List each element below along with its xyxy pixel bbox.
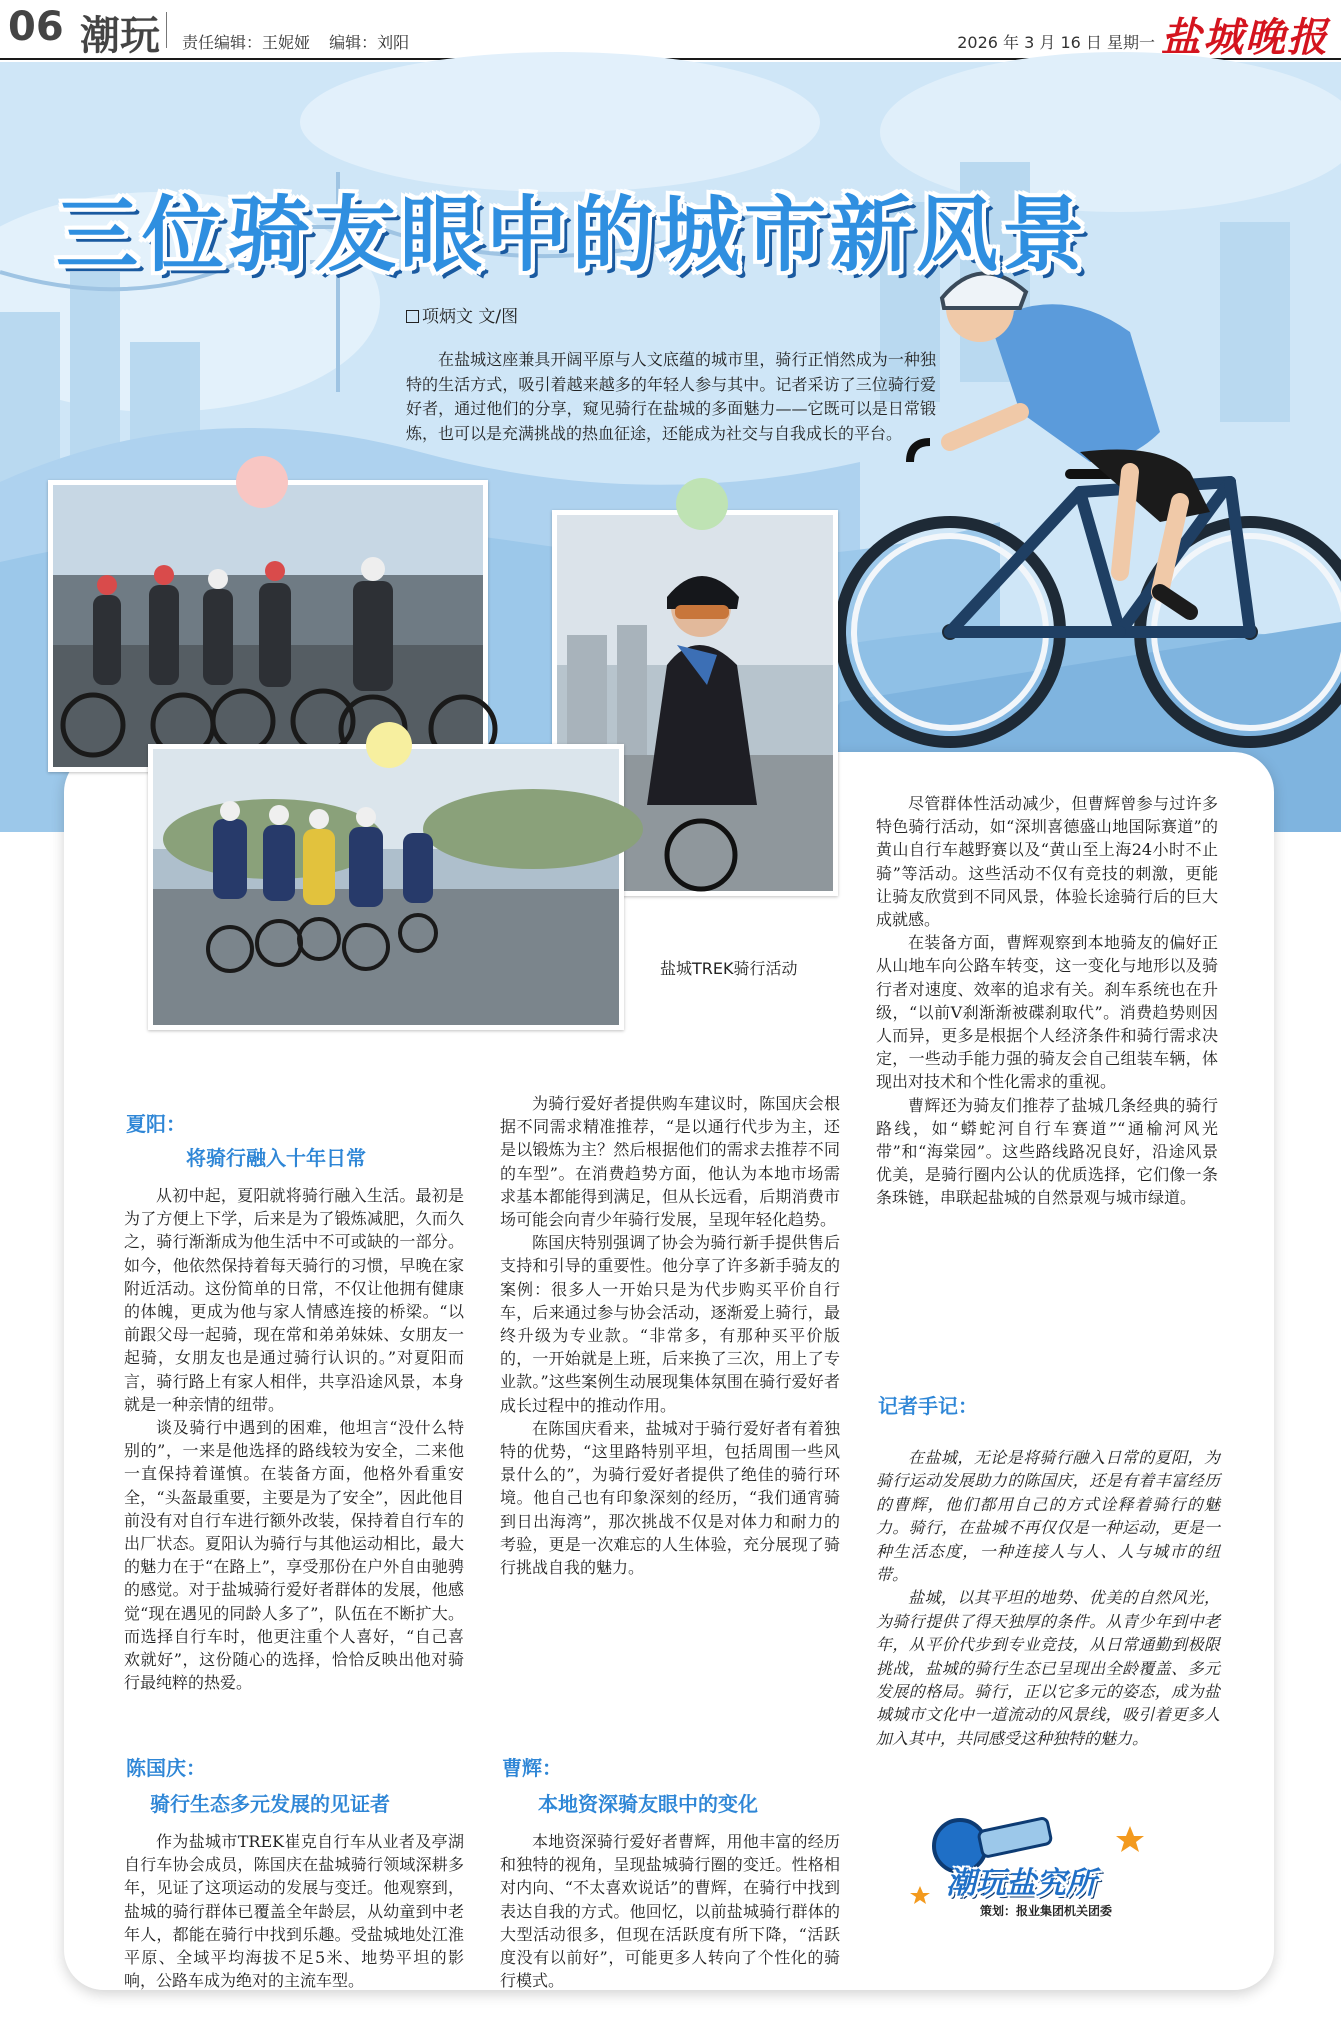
editor: 编辑：刘阳 [329, 33, 410, 52]
byline-box-icon [406, 310, 419, 323]
section-chenguoqing-name: 陈国庆： [126, 1756, 206, 1780]
article-intro: 在盐城这座兼具开阔平原与人文底蕴的城市里，骑行正悄然成为一种独特的生活方式，吸引着越来越多的年轻人参与其中。记者采访了三位骑行爱好者，通过他们的分享，窥见骑行在盐城的多面魅力——它既可以是日常锻炼，也可以是充满挑战的热血征途，还能成为社交与自我成长的平台。 [406, 350, 936, 443]
page-header [0, 0, 1341, 60]
reporter-note-heading: 记者手记： [878, 1394, 978, 1418]
paragraph: 在装备方面，曹辉观察到本地骑友的偏好正从山地车向公路车转变，这一变化与地形以及骑行者对速度、效率的追求有关。刹车系统也在升级，“以前V刹渐渐被碟刹取代”。消费趋势则因人而异，更多是根据个人经济条件和骑行需求决定，一些动手能力强的骑友会自己组装车辆，体现出对技术和个性化需求的重视。 [876, 933, 1218, 1092]
paragraph: 在盐城，无论是将骑行融入日常的夏阳，为骑行运动发展助力的陈国庆，还是有着丰富经历的曹辉，他们都用自己的方式诠释着骑行的魅力。骑行，在盐城不再仅仅是一种运动，更是一种生活态度，一种连接人与人、人与城市的纽带。 [876, 1448, 1220, 1585]
paragraph: 作为盐城市TREK崔克自行车从业者及亭湖自行车协会成员，陈国庆在盐城骑行领域深耕多年，见证了这项运动的发展与变迁。他观察到，盐城的骑行群体已覆盖全年龄层，从幼童到中老年人，都能在骑行中找到乐趣。受盐城地处江淮平原、全域平均海拔不足5米、地势平坦的影响，公路车成为绝对的主流车型。 [124, 1832, 464, 1991]
reporter-note-body [876, 1446, 1220, 1750]
page-number: 06 [8, 4, 64, 50]
byline [406, 302, 518, 327]
paragraph: 为骑行爱好者提供购车建议时，陈国庆会根据不同需求精准推荐，“是以通行代步为主，还是以锻炼为主？然后根据他们的需求去推荐不同的车型”。在消费趋势方面，他认为本地市场需求基本都能得到满足，但从长远看，后期消费市场可能会向青少年骑行发展，呈现年轻化趋势。 [500, 1094, 840, 1230]
section-xiayang-name: 夏阳： [126, 1112, 186, 1136]
paragraph: 谈及骑行中遇到的困难，他坦言“没什么特别的”，一来是他选择的路线较为安全，二来他一直保持着谨慎。在装备方面，他格外看重安全，“头盔最重要，主要是为了安全”，因此他目前没有对自行车进行额外改装，保持着自行车的出厂状态。夏阳认为骑行与其他运动相比，最大的魅力在于“在路上”，享受那份在户外自由驰骋的感觉。对于盐城骑行爱好者群体的发展，他感觉“现在遇见的同龄人多了”，队伍在不断扩大。而选择自行车时，他更注重个人喜好，“自己喜欢就好”，这份随心的选择，恰恰反映出他对骑行最纯粹的热爱。 [124, 1418, 464, 1693]
section-xiayang-title: 将骑行融入十年日常 [186, 1146, 366, 1170]
section-caohui-body [876, 792, 1218, 1210]
photo-peloton [153, 749, 619, 1025]
section-caohui-body-start [500, 1830, 840, 1991]
section-xiayang-body [124, 1184, 464, 1694]
masthead-logo: 盐城晚报 [1161, 14, 1329, 61]
decor-dot-yellow [366, 722, 412, 768]
article-headline: 三位骑友眼中的城市新风景 [56, 188, 1089, 283]
column-logo-title: 潮玩盐究所 [946, 1866, 1096, 1901]
paragraph: 在陈国庆看来，盐城对于骑行爱好者有着独特的优势，“这里路特别平坦，包括周围一些风景什么的”，为骑行爱好者提供了绝佳的骑行环境。他自己也有印象深刻的经历，“我们通宵骑到日出海湾”，那次挑战不仅是对体力和耐力的考验，更是一次难忘的人生体验，充分展现了骑行挑战自我的魅力。 [500, 1418, 840, 1578]
byline-author: 项炳文 文/图 [422, 307, 519, 327]
editor-in-charge: 责任编辑：王妮娅 [182, 33, 311, 52]
section-caohui-title: 本地资深骑友眼中的变化 [538, 1792, 758, 1816]
column-logo [900, 1806, 1180, 1926]
photo-group-riders [48, 480, 488, 772]
decor-dot-pink [236, 456, 288, 508]
photo-caption: 盐城TREK骑行活动 [660, 959, 798, 978]
column-logo-credit: 策划：报业集团机关团委 [980, 1904, 1113, 1918]
cyclist-illustration [830, 212, 1330, 772]
paragraph: 曹辉还为骑友们推荐了盐城几条经典的骑行路线，如“蟒蛇河自行车赛道”“通榆河风光带”和“海棠园”。这些路线路况良好，沿途风景优美，是骑行圈内公认的优质选择，它们像一条条珠链，串联起盐城的自然景观与城市绿道。 [876, 1095, 1218, 1208]
paragraph: 盐城，以其平坦的地势、优美的自然风光，为骑行提供了得天独厚的条件。从青少年到中老年，从平价代步到专业竞技，从日常通勤到极限挑战，盐城的骑行生态已呈现出全龄覆盖、多元发展的格局。骑行，正以它多元的姿态，成为盐城城市文化中一道流动的风景线，吸引着更多人加入其中，共同感受这种独特的魅力。 [876, 1588, 1220, 1748]
paragraph: 本地资深骑行爱好者曹辉，用他丰富的经历和独特的视角，呈现盐城骑行圈的变迁。性格相对内向、“不太喜欢说话”的曹辉，在骑行中找到表达自我的方式。他回忆，以前盐城骑行群体的大型活动很多，但现在活跃度有所下降，“活跃度没有以前好”，可能更多人转向了个性化的骑行模式。 [500, 1832, 840, 1991]
editor-credits [182, 30, 423, 53]
photo-riders-gathering [53, 485, 483, 767]
photo-group-ride [148, 744, 624, 1030]
section-chenguoqing-title: 骑行生态多元发展的见证者 [150, 1792, 390, 1816]
header-divider [166, 12, 167, 48]
issue-date: 2026 年 3 月 16 日 星期一 [957, 33, 1155, 52]
section-name: 潮玩 [80, 13, 160, 59]
section-chenguoqing-body-start [124, 1830, 464, 1991]
section-caohui-name: 曹辉： [502, 1756, 562, 1780]
paragraph: 尽管群体性活动减少，但曹辉曾参与过许多特色骑行活动，如“深圳喜德盛山地国际赛道”的黄山自行车越野赛以及“黄山至上海24小时不止骑”等活动。这些活动不仅有竞技的刺激，更能让骑友欣赏到不同风景，体验长途骑行后的巨大成就感。 [876, 794, 1218, 930]
paragraph: 从初中起，夏阳就将骑行融入生活。最初是为了方便上下学，后来是为了锻炼减肥，久而久之，骑行渐渐成为他生活中不可或缺的一部分。如今，他依然保持着每天骑行的习惯，早晚在家附近活动。这份简单的日常，不仅让他拥有健康的体魄，更成为他与家人情感连接的桥梁。“以前跟父母一起骑，现在常和弟弟妹妹、女朋友一起骑，女朋友也是通过骑行认识的。”对夏阳而言，骑行路上有家人相伴，共享沿途风景，本身就是一种亲情的纽带。 [124, 1186, 464, 1414]
section-chenguoqing-body [500, 1092, 840, 1579]
paragraph: 陈国庆特别强调了协会为骑行新手提供售后支持和引导的重要性。他分享了许多新手骑友的案例：很多人一开始只是为代步购买平价自行车，后来通过参与协会活动，逐渐爱上骑行，最终升级为专业款。“非常多，有那种买平价版的，一开始就是上班，后来换了三次，用上了专业款。”这些案例生动展现集体氛围在骑行爱好者成长过程中的推动作用。 [500, 1233, 840, 1415]
decor-dot-green [676, 478, 728, 530]
